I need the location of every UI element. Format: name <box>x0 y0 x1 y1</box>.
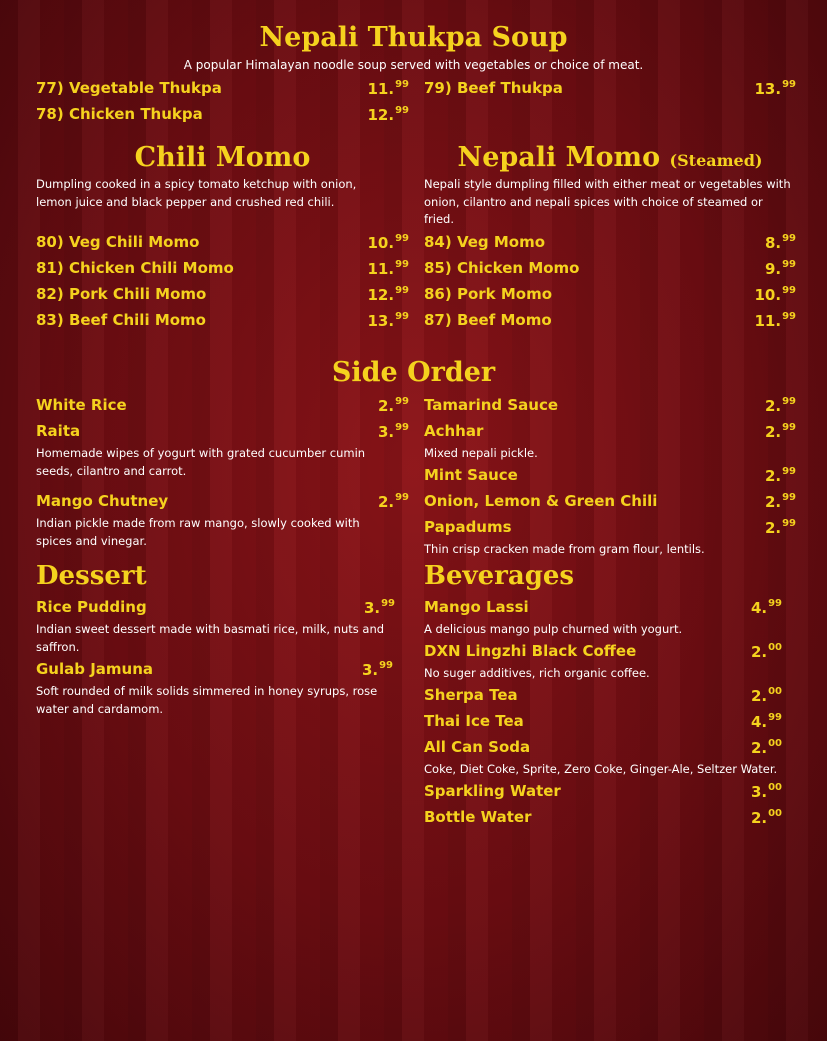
menu-item <box>36 233 409 255</box>
item-name: 83) Beef Chili Momo <box>36 311 206 329</box>
item-price: 4.99 <box>750 598 782 617</box>
item-name: Tamarind Sauce <box>424 396 559 414</box>
item-price: 13.99 <box>367 311 409 330</box>
item-name: 81) Chicken Chili Momo <box>36 259 234 277</box>
item-price: 2.99 <box>377 492 409 511</box>
menu-item <box>424 712 796 734</box>
item-name: Bottle Water <box>424 808 532 826</box>
item-name: 77) Vegetable Thukpa <box>36 79 222 97</box>
item-name: DXN Lingzhi Black Coffee <box>424 642 637 660</box>
menu-item <box>36 598 409 620</box>
item-price: 11.99 <box>754 311 796 330</box>
menu-item <box>36 422 409 444</box>
item-name: 80) Veg Chili Momo <box>36 233 200 251</box>
item-name: 82) Pork Chili Momo <box>36 285 207 303</box>
item-description: Indian sweet dessert made with basmati rice, milk, nuts and saffron. <box>36 622 385 654</box>
item-price: 8.99 <box>764 233 796 252</box>
item-name: 84) Veg Momo <box>424 233 546 251</box>
menu-item <box>36 396 409 418</box>
item-price: 4.99 <box>750 712 782 731</box>
item-price: 10.99 <box>367 233 409 252</box>
side-order-title: Side Order <box>331 357 496 388</box>
item-description: Indian pickle made from raw mango, slowly cooked with spices and vinegar. <box>36 516 360 548</box>
item-description: Thin crisp cracken made from gram flour, lentils. <box>424 542 705 556</box>
nepali-momo-description: Nepali style dumpling filled with either meat or vegetables with onion, cilantro and nepali spices with choice of steamed or fried. <box>424 177 791 226</box>
item-price: 2.99 <box>377 396 409 415</box>
item-price: 10.99 <box>754 285 796 304</box>
thukpa-description: A popular Himalayan noodle soup served with vegetables or choice of meat. <box>183 58 644 72</box>
menu-item <box>424 422 796 444</box>
item-name: All Can Soda <box>424 738 531 756</box>
item-price: 12.99 <box>367 105 409 124</box>
item-price: 11.99 <box>367 79 409 98</box>
menu-item <box>36 492 409 514</box>
dessert-title: Dessert <box>36 561 147 591</box>
item-name: Mango Lassi <box>424 598 529 616</box>
item-price: 12.99 <box>367 285 409 304</box>
item-name: Mango Chutney <box>36 492 169 510</box>
menu-item <box>36 311 409 333</box>
menu-item <box>36 285 409 307</box>
menu-item <box>424 642 796 664</box>
item-price: 3.00 <box>750 782 782 801</box>
item-name: Sherpa Tea <box>424 686 518 704</box>
item-price: 2.00 <box>750 808 782 827</box>
item-description: Soft rounded of milk solids simmered in honey syrups, rose water and cardamom. <box>36 684 378 716</box>
menu-item <box>424 259 796 281</box>
menu-item <box>424 782 796 804</box>
item-name: Achhar <box>424 422 484 440</box>
item-name: 85) Chicken Momo <box>424 259 580 277</box>
menu-item <box>424 686 796 708</box>
item-description: Homemade wipes of yogurt with grated cucumber cumin seeds, cilantro and carrot. <box>36 446 366 478</box>
item-name: 87) Beef Momo <box>424 311 552 329</box>
menu-item <box>424 808 796 830</box>
item-name: Rice Pudding <box>36 598 147 616</box>
nepali-momo-title: Nepali Momo (Steamed) <box>457 142 763 173</box>
menu-item <box>424 598 796 620</box>
menu-item <box>36 259 409 281</box>
item-description: No suger additives, rich organic coffee. <box>424 666 650 680</box>
menu-item <box>36 660 409 682</box>
item-price: 2.00 <box>750 738 782 757</box>
menu-item <box>424 311 796 333</box>
item-price: 2.99 <box>764 422 796 441</box>
item-price: 2.99 <box>764 518 796 537</box>
nepali-momo-subtitle: (Steamed) <box>669 151 763 170</box>
item-price: 3.99 <box>361 660 393 679</box>
item-name: Onion, Lemon & Green Chili <box>424 492 658 510</box>
item-price: 3.99 <box>363 598 395 617</box>
item-name: 86) Pork Momo <box>424 285 553 303</box>
item-description: Coke, Diet Coke, Sprite, Zero Coke, Ginger-Ale, Seltzer Water. <box>424 762 778 776</box>
item-price: 2.00 <box>750 686 782 705</box>
menu-item <box>424 233 796 255</box>
menu-item <box>424 466 796 488</box>
item-name: Papadums <box>424 518 512 536</box>
item-name: Raita <box>36 422 81 440</box>
menu-item <box>424 285 796 307</box>
chili-momo-description: Dumpling cooked in a spicy tomato ketchup with onion, lemon juice and black pepper and crushed red chili. <box>36 177 357 209</box>
menu-item <box>36 105 409 127</box>
item-price: 11.99 <box>367 259 409 278</box>
menu-item <box>36 79 409 101</box>
beverages-title: Beverages <box>424 561 575 591</box>
thukpa-title: Nepali Thukpa Soup <box>259 22 568 53</box>
item-name: Thai Ice Tea <box>424 712 524 730</box>
menu-item <box>424 79 796 101</box>
menu-item <box>424 738 796 760</box>
item-price: 2.99 <box>764 396 796 415</box>
chili-momo-title: Chili Momo <box>134 142 311 173</box>
item-price: 2.00 <box>750 642 782 661</box>
item-price: 3.99 <box>377 422 409 441</box>
item-name: 79) Beef Thukpa <box>424 79 563 97</box>
item-price: 9.99 <box>764 259 796 278</box>
item-price: 13.99 <box>754 79 796 98</box>
menu-item <box>424 518 796 540</box>
item-price: 2.99 <box>764 466 796 485</box>
item-name: 78) Chicken Thukpa <box>36 105 203 123</box>
item-name: White Rice <box>36 396 127 414</box>
menu-item <box>424 492 796 514</box>
item-price: 2.99 <box>764 492 796 511</box>
item-description: A delicious mango pulp churned with yogurt. <box>424 622 683 636</box>
item-name: Sparkling Water <box>424 782 561 800</box>
item-description: Mixed nepali pickle. <box>424 446 538 460</box>
item-name: Gulab Jamuna <box>36 660 154 678</box>
menu-item <box>424 396 796 418</box>
item-name: Mint Sauce <box>424 466 518 484</box>
